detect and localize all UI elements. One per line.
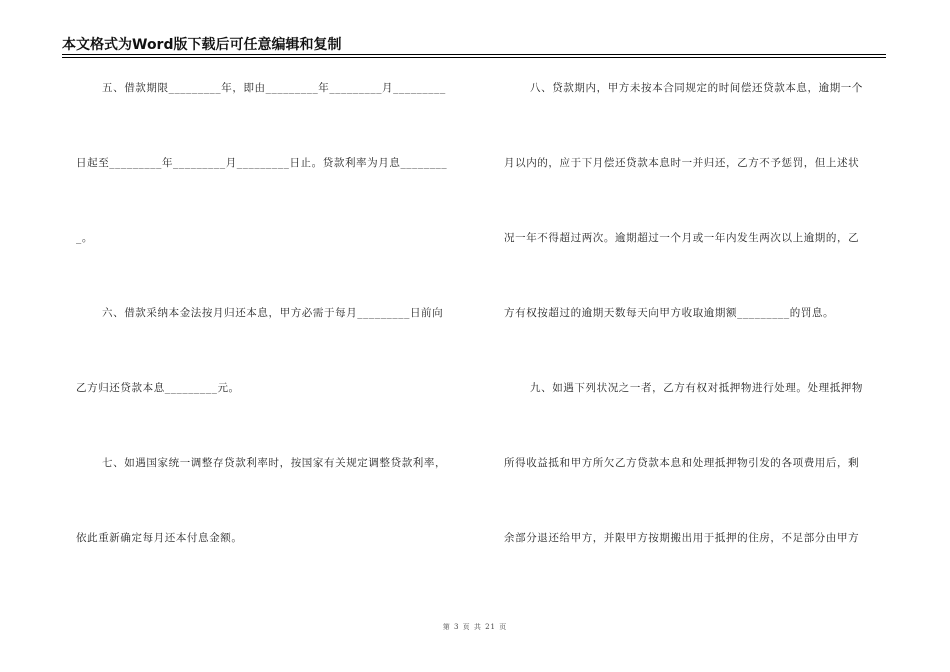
page-header-title: 本文格式为Word版下载后可任意编辑和复制: [62, 34, 886, 55]
paragraph-line: 依此重新确定每月还本付息金额。: [76, 532, 243, 544]
paragraph-line: 所得收益抵和甲方所欠乙方贷款本息和处理抵押物引发的各项费用后，剩: [504, 457, 860, 469]
paragraph-line: 日起至_________年_________月_________日止。贷款利率为月息________: [76, 157, 448, 169]
paragraph-line: 九、如遇下列状况之一者，乙方有权对抵押物进行处理。处理抵押物: [530, 382, 863, 394]
paragraph-line: 八、贷款期内，甲方未按本合同规定的时间偿还贷款本息，逾期一个: [530, 82, 863, 94]
paragraph-line: 乙方归还贷款本息_________元。: [76, 382, 240, 394]
paragraph-line: 五、借款期限_________年，即由_________年_________月_________: [102, 82, 446, 94]
paragraph-line: 月以内的，应于下月偿还贷款本息时一并归还，乙方不予惩罚，但上述状: [504, 157, 860, 169]
paragraph-line: 方有权按超过的逾期天数每天向甲方收取逾期额_________的罚息。: [504, 307, 835, 319]
paragraph-line: 七、如遇国家统一调整存贷款利率时，按国家有关规定调整贷款利率，: [102, 457, 447, 469]
paragraph-line: 况一年不得超过两次。逾期超过一个月或一年内发生两次以上逾期的，乙: [504, 232, 860, 244]
paragraph-line: _。: [76, 232, 93, 244]
paragraph-line: 六、借款采纳本金法按月归还本息，甲方必需于每月_________日前向: [102, 307, 444, 319]
page-number: 第 3 页 共 21 页: [442, 623, 508, 631]
paragraph-line: 余部分退还给甲方，并限甲方按期搬出用于抵押的住房，不足部分由甲方: [504, 532, 860, 544]
